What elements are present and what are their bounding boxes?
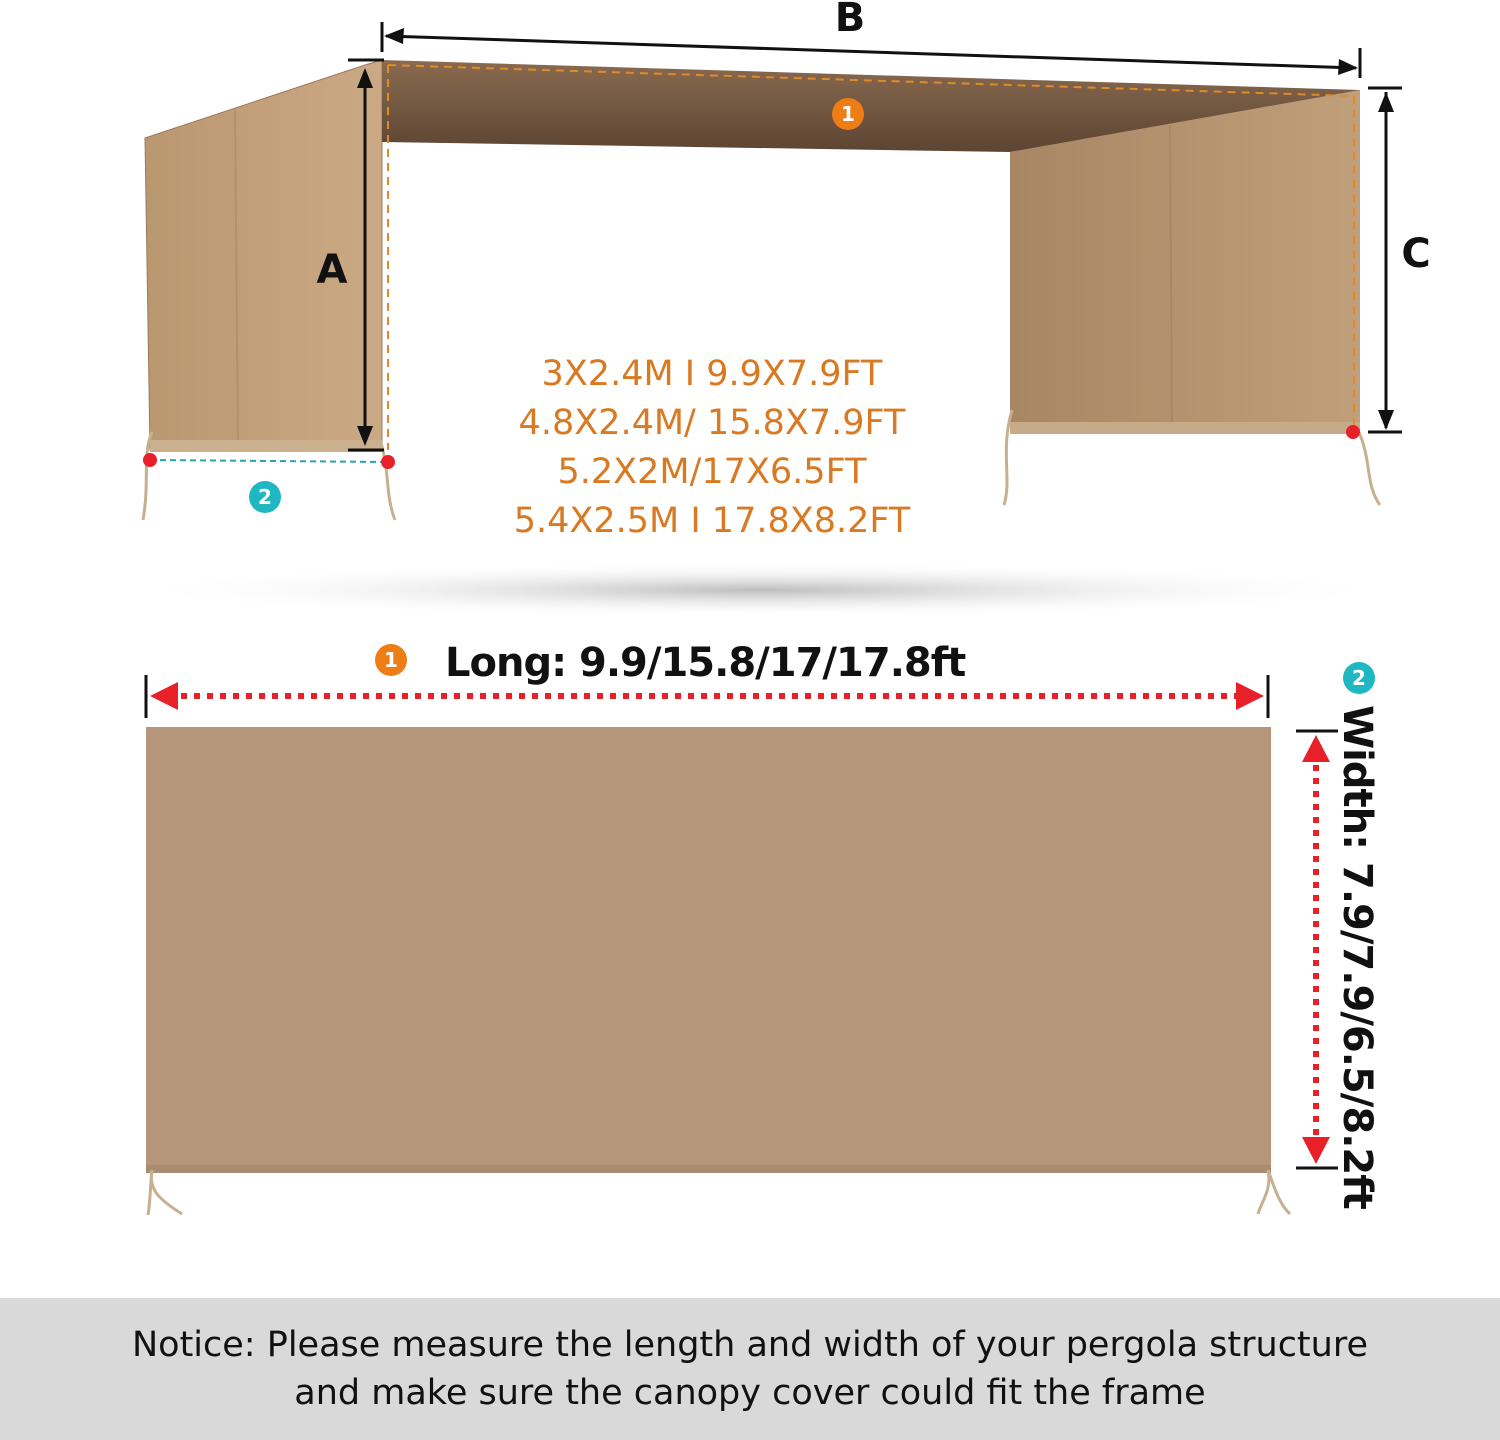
width-dimension-label: Width: 7.9/7.9/6.5/8.2ft <box>1334 705 1380 1209</box>
marker-2-top: 2 <box>249 481 281 513</box>
panel-tie-left-2 <box>148 1170 152 1215</box>
width-measure-line <box>150 460 388 462</box>
notice-line-2: and make sure the canopy cover could fit the frame <box>294 1373 1206 1413</box>
panel-tie-right-2 <box>1268 1170 1290 1214</box>
marker-1-top: 1 <box>832 98 864 130</box>
long-dimension-label: Long: 9.9/15.8/17/17.8ft <box>445 640 966 686</box>
right-wall-hem <box>1010 422 1360 434</box>
dim-b-arrow <box>386 36 1356 68</box>
size-options <box>514 350 911 546</box>
panel-tie-left <box>151 1170 182 1214</box>
marker-1-long: 1 <box>375 644 407 676</box>
size-option: 4.8X2.4M/ 15.8X7.9FT <box>518 403 906 443</box>
long-arrowhead-right <box>1236 682 1264 710</box>
ground-shadow <box>120 562 1400 618</box>
dimension-c-label: C <box>1401 231 1431 277</box>
size-option: 5.4X2.5M I 17.8X8.2FT <box>513 501 911 541</box>
flat-panel <box>146 727 1271 1173</box>
notice-line-1: Notice: Please measure the length and width of your pergola structure <box>131 1325 1368 1365</box>
width-arrowhead-bottom <box>1302 1137 1330 1164</box>
tie-right-2 <box>1358 430 1380 505</box>
dim-b-arrowhead-right <box>1338 59 1358 75</box>
notice-banner <box>0 1298 1500 1440</box>
tie-left-2 <box>380 440 395 520</box>
width-point-left <box>143 453 157 467</box>
dimension-b-label: B <box>834 0 866 41</box>
long-arrowhead-left <box>150 682 178 710</box>
dim-c-arrowhead-bottom <box>1378 410 1394 430</box>
left-wall-hem <box>150 440 382 452</box>
marker-2-width: 2 <box>1343 662 1375 694</box>
dimension-a-label: A <box>316 247 348 293</box>
notice-text <box>132 1321 1368 1417</box>
size-option: 3X2.4M I 9.9X7.9FT <box>541 354 883 394</box>
corner-point-right <box>1346 425 1360 439</box>
width-point-right <box>381 455 395 469</box>
dim-b-arrowhead-left <box>384 28 404 44</box>
flat-panel-hem <box>146 1165 1271 1173</box>
dim-c-arrowhead-top <box>1378 92 1394 112</box>
panel-tie-right <box>1258 1170 1269 1214</box>
size-option: 5.2X2M/17X6.5FT <box>557 452 867 492</box>
width-arrowhead-top <box>1302 735 1330 762</box>
